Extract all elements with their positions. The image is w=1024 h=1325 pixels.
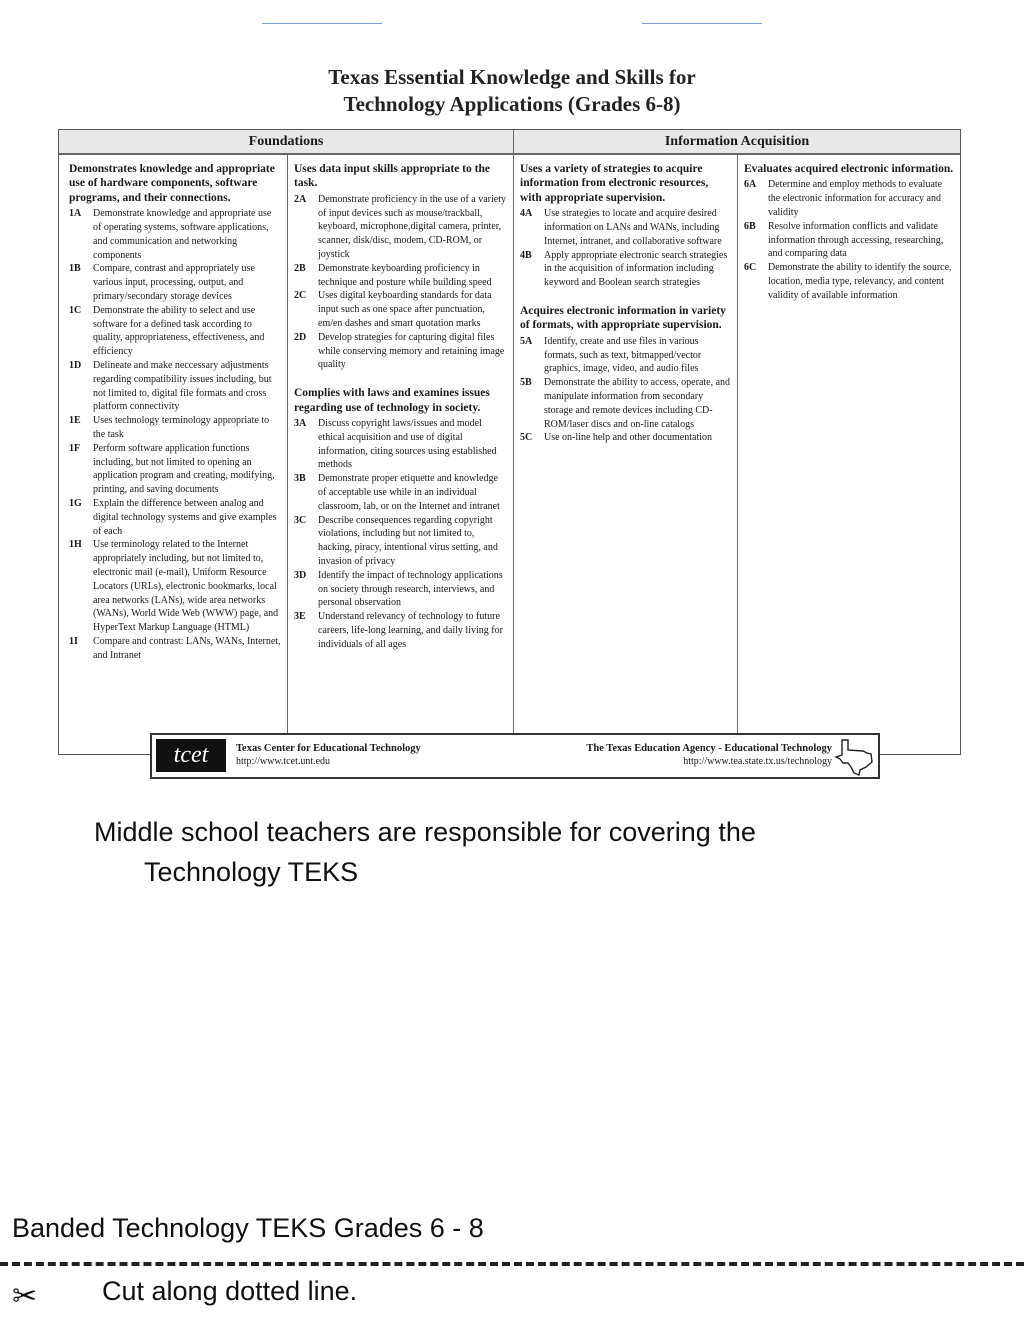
teks-text: Understand relevancy of technology to future careers, life-long learning, and daily living for individuals of all ages	[318, 611, 503, 650]
cut-instruction: Cut along dotted line.	[102, 1276, 358, 1306]
teks-code: 2B	[294, 262, 306, 274]
teks-code: 3B	[294, 473, 306, 485]
teks-code: 3A	[294, 417, 307, 429]
teks-text: Discuss copyright laws/issues and model ethical acquisition and use of digital information, citing sources using established methods	[318, 417, 497, 471]
document-title-line2: Technology Applications (Grades 6-8)	[343, 92, 681, 116]
teks-item	[69, 497, 282, 538]
column-data-input	[288, 157, 514, 754]
teks-item	[69, 359, 282, 414]
teks-text: Uses digital keyboarding standards for data input such as one space after punctuation, em/en dashes and smart quotation marks	[318, 290, 492, 329]
column-heading: Complies with laws and examines issues regarding use of technology in society.	[294, 387, 490, 414]
teks-item	[69, 538, 282, 635]
footer-left	[236, 742, 421, 768]
column-heading: Evaluates acquired electronic information.	[744, 163, 954, 175]
note-line2: Technology TEKS	[144, 857, 359, 887]
teks-code: 5C	[520, 432, 533, 444]
teks-item	[744, 178, 954, 219]
items-list	[294, 193, 508, 372]
items-list	[520, 335, 732, 445]
teks-text: Describe consequences regarding copyright violations, including but not limited to, hacking, piracy, intentional virus setting, and invasion of privacy	[318, 514, 498, 567]
teks-code: 1E	[69, 415, 81, 427]
document-title-line1: Texas Essential Knowledge and Skills for	[328, 65, 696, 89]
teks-code: 2A	[294, 193, 307, 205]
teks-code: 3E	[294, 611, 306, 623]
teks-text: Develop strategies for capturing digital files while conserving memory and retaining image quality	[318, 331, 505, 371]
teks-code: 5B	[520, 377, 532, 389]
teks-item	[520, 431, 732, 445]
teks-item	[744, 220, 954, 261]
footer-right-name: The Texas Education Agency - Educational Technology	[586, 743, 832, 754]
teks-item	[69, 442, 282, 497]
teks-text: Uses technology terminology appropriate to the task	[93, 415, 270, 440]
teks-code: 1D	[69, 359, 82, 371]
teks-item	[744, 261, 954, 302]
teks-code: 2C	[294, 290, 307, 302]
header-information-acquisition: Information Acquisition	[514, 130, 960, 155]
page-footer-title: Banded Technology TEKS Grades 6 - 8	[12, 1213, 484, 1243]
teks-item	[69, 414, 282, 442]
teks-item	[520, 335, 732, 376]
teks-text: Use on-line help and other documentation	[544, 432, 713, 444]
column-strategies	[514, 157, 738, 754]
teks-text: Perform software application functions including, but not limited to opening an application program and creating, modifying, printing, and saving documents	[93, 442, 275, 496]
items-list	[69, 207, 282, 662]
teks-item	[294, 514, 508, 569]
teks-text: Compare and contrast: LANs, WANs, Internet, and Intranet	[93, 635, 281, 661]
teks-table	[58, 129, 961, 755]
teks-code: 5A	[520, 335, 533, 347]
teks-code: 2D	[294, 331, 307, 343]
teks-item	[69, 262, 282, 303]
teks-text: Resolve information conflicts and validate information through accessing, researching, and comparing data	[768, 220, 944, 260]
footer-right	[586, 742, 832, 768]
top-rule-left	[262, 23, 382, 24]
teks-text: Identify, create and use files in various formats, such as text, bitmapped/vector graphics, image, video, and audio files	[544, 335, 702, 375]
teks-code: 1I	[69, 635, 78, 647]
scissors-icon: ✂	[12, 1280, 38, 1313]
teks-text: Determine and employ methods to evaluate the electronic information for accuracy and validity	[768, 179, 943, 218]
teks-item	[294, 610, 508, 651]
column-heading: Uses a variety of strategies to acquire information from electronic resources, with appropriate supervision.	[520, 163, 709, 204]
teks-text: Delineate and make neccessary adjustments regarding compatibility issues including, but not limited to, digital file formats and cross platform connectivity	[93, 359, 272, 413]
teks-item	[520, 376, 732, 431]
teks-text: Apply appropriate electronic search strategies in the acquisition of information including keyword and Boolean search strategies	[544, 249, 728, 289]
teks-item	[69, 635, 282, 663]
teks-text: Demonstrate the ability to identify the source, location, media type, relevancy, and content validity of available information	[768, 262, 952, 301]
texas-map-icon	[833, 738, 875, 776]
teks-item	[294, 262, 508, 290]
items-list	[294, 417, 508, 652]
teks-item	[294, 417, 508, 472]
teks-text: Demonstrate the ability to select and use software for a defined task according to quality, appropriateness, effectiveness, and efficiency	[93, 304, 265, 358]
column-evaluates	[738, 157, 960, 754]
cut-line	[0, 1262, 1024, 1266]
teks-item	[69, 207, 282, 262]
teks-text: Explain the difference between analog and digital technology systems and give examples of each	[93, 497, 277, 537]
teks-text: Use terminology related to the Internet appropriately including, but not limited to, electronic mail (e-mail), Uniform Resource Locators (URLs), electronic bookmarks, local area networks (LANs), wide area networks (WANs), World Wide Web (WWW) page, and HyperText Markup Language (HTML)	[93, 539, 279, 634]
teks-code: 6C	[744, 262, 757, 274]
items-list	[520, 207, 732, 290]
teks-code: 1C	[69, 304, 82, 316]
footer-left-name: Texas Center for Educational Technology	[236, 743, 421, 754]
document-title	[0, 64, 1024, 118]
teks-item	[294, 331, 508, 372]
teks-code: 6A	[744, 179, 757, 191]
teks-text: Compare, contrast and appropriately use various input, processing, output, and primary/secondary storage devices	[93, 263, 255, 302]
teks-text: Demonstrate keyboarding proficiency in technique and posture while building speed	[318, 262, 492, 288]
top-rule-right	[642, 23, 762, 24]
teks-item	[294, 289, 508, 330]
teacher-note	[94, 812, 756, 892]
tcet-logo: tcet	[156, 739, 226, 772]
teks-code: 1F	[69, 442, 81, 454]
footer-left-url: http://www.tcet.unt.edu	[236, 756, 331, 767]
note-line1: Middle school teachers are responsible for covering the	[94, 817, 756, 847]
teks-code: 3C	[294, 514, 307, 526]
teks-text: Demonstrate the ability to access, operate, and manipulate information from secondary storage and remote devices including CD-ROM/laser discs and on-line catalogs	[544, 377, 731, 430]
teks-code: 4B	[520, 249, 532, 261]
teks-text: Demonstrate proficiency in the use of a variety of input devices such as mouse/trackball, keyboard, microphone,digital camera, printer, scanner, disk/disc, modem, CD-ROM, or joystick	[318, 193, 506, 260]
teks-code: 6B	[744, 220, 756, 232]
teks-code: 1B	[69, 263, 81, 275]
items-list	[744, 178, 954, 302]
teks-item	[294, 569, 508, 610]
teks-text: Demonstrate proper etiquette and knowledge of acceptable use while in an individual classroom, lab, or on the Internet and intranet	[318, 473, 500, 512]
teks-code: 1H	[69, 539, 82, 551]
teks-text: Identify the impact of technology applications on society through research, interviews, and personal observation	[318, 569, 503, 609]
column-heading: Demonstrates knowledge and appropriate use of hardware components, software programs, and their connections.	[69, 163, 275, 204]
teks-item	[294, 193, 508, 262]
column-heading: Uses data input skills appropriate to the task.	[294, 163, 490, 190]
column-hardware	[63, 157, 288, 754]
teks-code: 3D	[294, 569, 307, 581]
teks-item	[69, 304, 282, 359]
teks-text: Use strategies to locate and acquire desired information on LANs and WANs, including Internet, intranet, and collaborative software	[544, 208, 722, 247]
teks-item	[294, 472, 508, 513]
teks-code: 1G	[69, 497, 82, 509]
header-foundations: Foundations	[59, 130, 514, 155]
teks-code: 1A	[69, 208, 82, 220]
teks-text: Demonstrate knowledge and appropriate use of operating systems, software applications, and communication and networking components	[93, 208, 272, 261]
teks-item	[520, 207, 732, 248]
column-heading: Acquires electronic information in variety of formats, with appropriate supervision.	[520, 305, 726, 332]
teks-code: 4A	[520, 208, 533, 220]
teks-item	[520, 249, 732, 290]
document-footer	[150, 733, 880, 779]
footer-right-url: http://www.tea.state.tx.us/technology	[683, 756, 832, 767]
